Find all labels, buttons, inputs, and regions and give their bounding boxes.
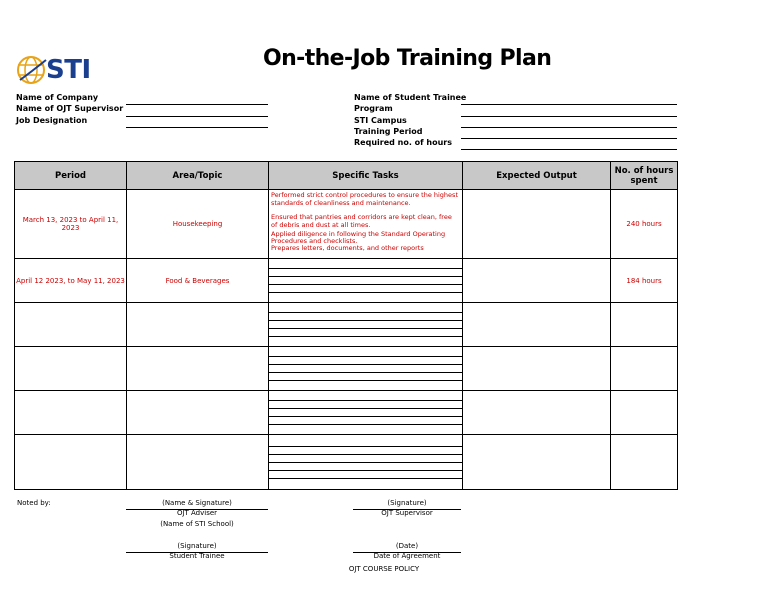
trainee-field[interactable] xyxy=(461,104,677,105)
period-cell[interactable] xyxy=(15,435,127,490)
hours-cell[interactable] xyxy=(611,347,678,391)
task-item: Performed strict control procedures to ensure the highest standards of cleanliness and maintenance. xyxy=(271,191,458,207)
header-tasks: Specific Tasks xyxy=(269,162,463,190)
period-cell[interactable] xyxy=(15,391,127,435)
area-cell[interactable] xyxy=(127,435,269,490)
noted-by-label: Noted by: xyxy=(17,499,51,507)
area-cell[interactable]: Housekeeping xyxy=(127,190,269,259)
tasks-cell[interactable] xyxy=(269,435,463,490)
area-cell[interactable] xyxy=(127,391,269,435)
hours-cell[interactable]: 240 hours xyxy=(611,190,678,259)
field-label-company: Name of Company xyxy=(16,93,99,102)
header-output: Expected Output xyxy=(463,162,611,190)
table-row xyxy=(15,391,678,435)
tasks-cell[interactable] xyxy=(269,259,463,303)
tasks-cell[interactable] xyxy=(269,190,463,259)
field-label-program: Program xyxy=(354,104,393,113)
globe-icon xyxy=(16,52,50,88)
company-field[interactable] xyxy=(126,104,268,105)
output-cell[interactable] xyxy=(463,303,611,347)
date-agreement-label: Date of Agreement xyxy=(373,552,441,560)
header-period: Period xyxy=(15,162,127,190)
header-area: Area/Topic xyxy=(127,162,269,190)
table-row xyxy=(15,435,678,490)
job-field[interactable] xyxy=(126,127,268,128)
table-header-row xyxy=(15,162,678,190)
student-trainee-label: Student Trainee xyxy=(169,552,225,560)
period-cell[interactable] xyxy=(15,347,127,391)
table-row xyxy=(15,303,678,347)
field-label-hours: Required no. of hours xyxy=(354,138,453,147)
area-cell[interactable] xyxy=(127,303,269,347)
page-title xyxy=(263,46,551,71)
task-item: Prepares letters, documents, and other reports xyxy=(271,245,424,252)
output-cell[interactable] xyxy=(463,435,611,490)
area-cell[interactable] xyxy=(127,347,269,391)
field-label-job: Job Designation xyxy=(16,116,88,125)
signature-label: (Signature) xyxy=(387,499,427,507)
hours-field[interactable] xyxy=(461,149,677,150)
supervisor-field[interactable] xyxy=(126,116,268,117)
sti-logo xyxy=(16,52,90,88)
sti-school-label: (Name of STI School) xyxy=(160,520,234,528)
training-plan-table xyxy=(14,161,678,490)
header-hours: No. of hours spent xyxy=(611,162,678,190)
output-cell[interactable] xyxy=(463,190,611,259)
policy-label: OJT COURSE POLICY xyxy=(348,565,420,573)
hours-cell[interactable] xyxy=(611,391,678,435)
date-label: (Date) xyxy=(395,542,419,550)
tasks-cell[interactable] xyxy=(269,347,463,391)
output-cell[interactable] xyxy=(463,259,611,303)
campus-field[interactable] xyxy=(461,127,677,128)
output-cell[interactable] xyxy=(463,347,611,391)
field-label-supervisor: Name of OJT Supervisor xyxy=(16,104,124,113)
field-label-trainee: Name of Student Trainee xyxy=(354,93,467,102)
table-row xyxy=(15,347,678,391)
ojt-adviser-label: OJT Adviser xyxy=(176,509,218,517)
name-signature-label: (Name & Signature) xyxy=(162,499,232,507)
hours-cell[interactable]: 184 hours xyxy=(611,259,678,303)
logo-text: STI xyxy=(46,55,91,85)
signature-label: (Signature) xyxy=(177,542,217,550)
period-cell[interactable]: April 12 2023, to May 11, 2023 xyxy=(15,259,127,303)
task-item: Applied diligence in following the Standard Operating Procedures and checklists. xyxy=(271,230,446,245)
table-row xyxy=(15,190,678,259)
field-label-campus: STI Campus xyxy=(354,116,407,125)
period-cell[interactable] xyxy=(15,303,127,347)
table-row xyxy=(15,259,678,303)
program-field[interactable] xyxy=(461,116,677,117)
hours-cell[interactable] xyxy=(611,435,678,490)
hours-cell[interactable] xyxy=(611,303,678,347)
period-field[interactable] xyxy=(461,138,677,139)
task-item: Ensured that pantries and corridors are kept clean, free of debris and dust at all times. xyxy=(271,213,452,229)
output-cell[interactable] xyxy=(463,391,611,435)
tasks-cell[interactable] xyxy=(269,303,463,347)
period-cell[interactable]: March 13, 2023 to April 11, 2023 xyxy=(15,190,127,259)
title-text: On-the-Job Training Plan xyxy=(263,46,552,71)
ojt-supervisor-label: OJT Supervisor xyxy=(381,509,433,517)
field-label-period: Training Period xyxy=(354,127,423,136)
tasks-cell[interactable] xyxy=(269,391,463,435)
area-cell[interactable]: Food & Beverages xyxy=(127,259,269,303)
